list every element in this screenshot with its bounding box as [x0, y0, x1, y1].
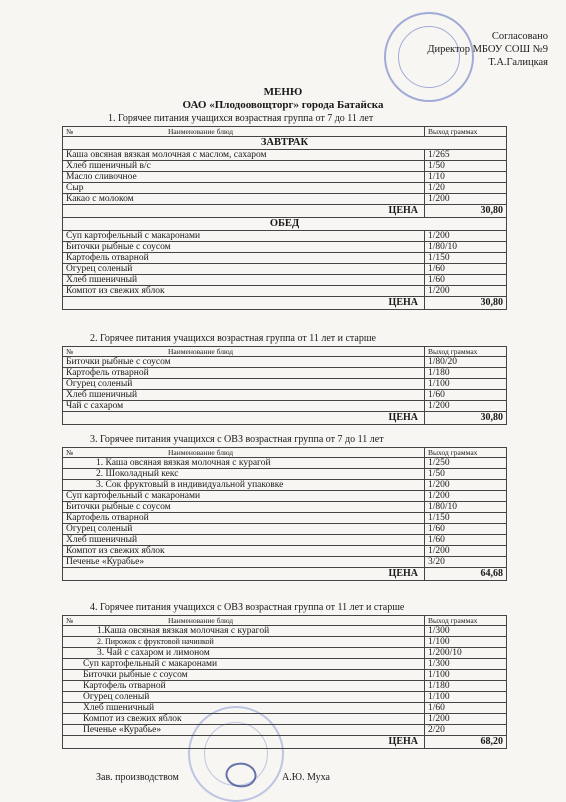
approval-line-2: Директор МБОУ СОШ №9 — [427, 44, 548, 55]
dish-output: 1/200 — [425, 480, 507, 491]
table-row — [63, 670, 507, 681]
footer-role: Зав. производством — [96, 772, 179, 783]
table-row — [63, 264, 507, 275]
dish-output: 1/50 — [425, 161, 507, 172]
dish-output: 1/80/10 — [425, 502, 507, 513]
dish-name: Огурец соленый — [63, 264, 425, 275]
price-row — [63, 297, 507, 310]
dish-output: 1/80/20 — [425, 357, 507, 368]
table-row — [63, 469, 507, 480]
dish-name: Огурец соленый — [63, 524, 425, 535]
dish-name: Биточки рыбные с соусом — [63, 670, 425, 681]
table-row — [63, 703, 507, 714]
table-row — [63, 275, 507, 286]
dish-output: 1/60 — [425, 524, 507, 535]
dish-name: 1. Каша овсяная вязкая молочная с курагой — [63, 458, 425, 469]
dish-name: Картофель отварной — [63, 368, 425, 379]
table-row — [63, 502, 507, 513]
table-row — [63, 546, 507, 557]
section-4-table — [62, 615, 507, 749]
table-row — [63, 480, 507, 491]
dish-output: 1/60 — [425, 390, 507, 401]
price-value: 68,20 — [425, 736, 507, 749]
dish-output: 1/150 — [425, 253, 507, 264]
dish-name: Чай с сахаром — [63, 401, 425, 412]
table-row — [63, 286, 507, 297]
header-name-cell: № Наименование блюд — [63, 616, 425, 626]
price-value: 30,80 — [425, 412, 507, 425]
category-lunch: ОБЕД — [63, 218, 507, 231]
table-row — [63, 242, 507, 253]
table-row — [63, 150, 507, 161]
table-header — [63, 347, 507, 357]
dish-name: Биточки рыбные с соусом — [63, 242, 425, 253]
section-3-caption: 3. Горячее питания учащихся с ОВЗ возрастная группа от 7 до 11 лет — [90, 434, 384, 445]
dish-name: Суп картофельный с макаронами — [63, 659, 425, 670]
dish-output: 1/20 — [425, 183, 507, 194]
dish-output: 1/50 — [425, 469, 507, 480]
category-breakfast: ЗАВТРАК — [63, 137, 507, 150]
dish-output: 1/200 — [425, 546, 507, 557]
dish-name: Масло сливочное — [63, 172, 425, 183]
dish-name: Картофель отварной — [63, 253, 425, 264]
price-value: 30,80 — [425, 205, 507, 218]
table-row — [63, 458, 507, 469]
dish-output: 1/60 — [425, 264, 507, 275]
dish-name: 3. Сок фруктовый в индивидуальной упаковке — [63, 480, 425, 491]
header-out-cell: Выход граммах — [425, 448, 507, 458]
header-out-cell: Выход граммах — [425, 127, 507, 137]
dish-output: 2/20 — [425, 725, 507, 736]
table-row — [63, 194, 507, 205]
section-3-table — [62, 447, 507, 581]
table-row — [63, 161, 507, 172]
dish-output: 1/200 — [425, 491, 507, 502]
section-1-caption: 1. Горячее питания учащихся возрастная группа от 7 до 11 лет — [108, 113, 374, 124]
price-label: ЦЕНА — [63, 412, 425, 425]
dish-name: Картофель отварной — [63, 513, 425, 524]
dish-output: 1/60 — [425, 703, 507, 714]
dish-name: Суп картофельный с макаронами — [63, 491, 425, 502]
header-out-cell: Выход граммах — [425, 347, 507, 357]
dish-output: 1/300 — [425, 626, 507, 637]
dish-name: Какао с молоком — [63, 194, 425, 205]
section-1-table — [62, 126, 507, 310]
dish-output: 1/200 — [425, 286, 507, 297]
price-row — [63, 412, 507, 425]
table-row — [63, 253, 507, 264]
dish-name: Биточки рыбные с соусом — [63, 502, 425, 513]
category-row — [63, 137, 507, 150]
price-label: ЦЕНА — [63, 568, 425, 581]
table-row — [63, 714, 507, 725]
dish-output: 1/60 — [425, 535, 507, 546]
price-label: ЦЕНА — [63, 205, 425, 218]
dish-output: 1/180 — [425, 368, 507, 379]
table-header — [63, 127, 507, 137]
category-row — [63, 218, 507, 231]
table-row — [63, 648, 507, 659]
dish-output: 3/20 — [425, 557, 507, 568]
table-header — [63, 616, 507, 626]
dish-output: 1/60 — [425, 275, 507, 286]
dish-name: Сыр — [63, 183, 425, 194]
price-row — [63, 205, 507, 218]
footer-person: А.Ю. Муха — [282, 772, 330, 783]
dish-name: 2. Пирожок с фруктовой начинкой — [63, 637, 425, 648]
dish-name: Хлеб пшеничный — [63, 275, 425, 286]
table-row — [63, 368, 507, 379]
dish-name: Хлеб пшеничный — [63, 390, 425, 401]
table-row — [63, 390, 507, 401]
price-row — [63, 568, 507, 581]
dish-name: Компот из свежих яблок — [63, 714, 425, 725]
price-row — [63, 736, 507, 749]
dish-name: Компот из свежих яблок — [63, 286, 425, 297]
price-value: 30,80 — [425, 297, 507, 310]
table-row — [63, 637, 507, 648]
dish-output: 1/150 — [425, 513, 507, 524]
dish-name: Каша овсяная вязкая молочная с маслом, сахаром — [63, 150, 425, 161]
dish-name: Компот из свежих яблок — [63, 546, 425, 557]
table-row — [63, 692, 507, 703]
dish-name: Хлеб пшеничный в/с — [63, 161, 425, 172]
section-4-caption: 4. Горячее питания учащихся с ОВЗ возрастная группа от 11 лет и старше — [90, 602, 405, 613]
table-row — [63, 183, 507, 194]
dish-output: 1/300 — [425, 659, 507, 670]
header-name-cell: № Наименование блюд — [63, 347, 425, 357]
dish-name: Огурец соленый — [63, 692, 425, 703]
table-row — [63, 379, 507, 390]
dish-output: 1/10 — [425, 172, 507, 183]
dish-name: 1.Каша овсяная вязкая молочная с курагой — [63, 626, 425, 637]
dish-name: Хлеб пшеничный — [63, 703, 425, 714]
header-name-cell: № Наименование блюд — [63, 448, 425, 458]
table-row — [63, 659, 507, 670]
dish-output: 1/100 — [425, 637, 507, 648]
approval-block — [427, 30, 548, 69]
table-row — [63, 725, 507, 736]
dish-output: 1/80/10 — [425, 242, 507, 253]
table-row — [63, 681, 507, 692]
header-out-cell: Выход граммах — [425, 616, 507, 626]
dish-name: Хлеб пшеничный — [63, 535, 425, 546]
approval-line-3: Т.А.Галицкая — [488, 57, 548, 68]
dish-output: 1/200 — [425, 401, 507, 412]
dish-name: Картофель отварной — [63, 681, 425, 692]
dish-name: Суп картофельный с макаронами — [63, 231, 425, 242]
dish-output: 1/200/10 — [425, 648, 507, 659]
dish-name: Печенье «Курабье» — [63, 725, 425, 736]
document-title: МЕНЮ — [263, 86, 303, 98]
table-row — [63, 535, 507, 546]
section-2-caption: 2. Горячее питания учащихся возрастная группа от 11 лет и старше — [90, 333, 376, 344]
dish-output: 1/200 — [425, 714, 507, 725]
price-value: 64,68 — [425, 568, 507, 581]
table-row — [63, 524, 507, 535]
dish-output: 1/180 — [425, 681, 507, 692]
dish-name: Печенье «Курабье» — [63, 557, 425, 568]
table-row — [63, 513, 507, 524]
dish-name: Огурец соленый — [63, 379, 425, 390]
dish-name: 3. Чай с сахаром и лимоном — [63, 648, 425, 659]
table-row — [63, 557, 507, 568]
price-label: ЦЕНА — [63, 736, 425, 749]
dish-name: Биточки рыбные с соусом — [63, 357, 425, 368]
dish-name: 2. Шоколадный кекс — [63, 469, 425, 480]
dish-output: 1/100 — [425, 692, 507, 703]
table-row — [63, 231, 507, 242]
header-name-cell: № Наименование блюд — [63, 127, 425, 137]
approval-line-1: Согласовано — [491, 31, 548, 42]
dish-output: 1/100 — [425, 379, 507, 390]
table-row — [63, 357, 507, 368]
table-row — [63, 491, 507, 502]
organization-name: ОАО «Плодоовощторг» города Батайска — [182, 99, 384, 111]
table-header — [63, 448, 507, 458]
dish-output: 1/200 — [425, 231, 507, 242]
dish-output: 1/250 — [425, 458, 507, 469]
dish-output: 1/265 — [425, 150, 507, 161]
table-row — [63, 626, 507, 637]
dish-output: 1/100 — [425, 670, 507, 681]
price-label: ЦЕНА — [63, 297, 425, 310]
table-row — [63, 172, 507, 183]
section-2-table — [62, 346, 507, 425]
table-row — [63, 401, 507, 412]
dish-output: 1/200 — [425, 194, 507, 205]
